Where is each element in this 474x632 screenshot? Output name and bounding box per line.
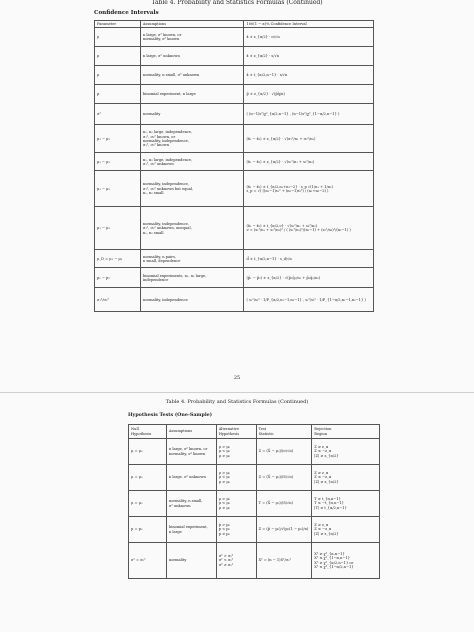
assumptions-cell: normality, n small, σ² unknown [140, 66, 244, 85]
assumptions-cell: normality [140, 104, 244, 125]
header-parameter: Parameter [95, 21, 141, 28]
alternative-cell: σ² > σ₀² σ² < σ₀² σ² ≠ σ₀² [216, 543, 256, 579]
null-hypothesis-cell: μ = μ₀ [129, 465, 167, 491]
hypothesis-tests-heading: Hypothesis Tests (One-Sample) [128, 412, 213, 418]
null-hypothesis-cell: σ² = σ₀² [129, 543, 167, 579]
confidence-intervals-heading: Confidence Intervals [94, 10, 159, 16]
parameter-cell: μ₁ − μ₂ [95, 125, 141, 153]
parameter-cell: p₁ − p₂ [95, 268, 141, 288]
table-row [129, 465, 380, 491]
table-row [95, 85, 374, 104]
confidence-interval-table [94, 20, 374, 312]
statistic-cell: Z = (X̄ − μ₀)/(S/√n) [256, 465, 312, 491]
parameter-cell: p [95, 85, 141, 104]
parameter-cell: μ₁ − μ₂ [95, 153, 141, 171]
interval-cell: (x̄₁ − x̄₂) ± t_{α/2,ν} · √(s₁²/n₁ + s₂²/n₂) ν = (s₁²/n₁ + s₂²/n₂)² / ( (s₁²/n₁)²/(n₁−1) + (s₂²/n₂)²/(n₂−1) ) [244, 207, 374, 250]
table-row [129, 543, 380, 579]
header-rejection-region: Rejection Region [312, 425, 380, 439]
interval-cell: ( (n−1)s²/χ²_{α/2,n−1} , (n−1)s²/χ²_{1−α/2,n−1} ) [244, 104, 374, 125]
parameter-cell: μ [95, 66, 141, 85]
null-hypothesis-cell: μ = μ₀ [129, 439, 167, 465]
assumptions-cell: n₁, n₂ large, independence, σ₁², σ₂² known, or normality, independence, σ₁², σ₂² known [140, 125, 244, 153]
assumptions-cell: binomial experiments, n₁, n₂ large, independence [140, 268, 244, 288]
assumptions-cell: normality, independence, σ₁², σ₂² unknown but equal, n₁, n₂ small [140, 171, 244, 207]
assumptions-cell: normality, independence [140, 288, 244, 312]
table-row [95, 171, 374, 207]
interval-cell: (p̂₁ − p̂₂) ± z_{α/2} · √(p̂₁q̂₁/n₁ + p̂₂q̂₂/n₂) [244, 268, 374, 288]
assumptions-cell: normality, independence, σ₁², σ₂² unknown, unequal, n₁, n₂ small [140, 207, 244, 250]
table-row [95, 250, 374, 268]
alternative-cell: μ > μ₀ μ < μ₀ μ ≠ μ₀ [216, 491, 256, 517]
alternative-cell: μ > μ₀ μ < μ₀ μ ≠ μ₀ [216, 465, 256, 491]
parameter-cell: σ² [95, 104, 141, 125]
table-row [95, 268, 374, 288]
header-confidence-interval: 100(1 − α)% Confidence Interval [244, 21, 374, 28]
alternative-cell: p > p₀ p < p₀ p ≠ p₀ [216, 517, 256, 543]
page-separator [0, 392, 474, 393]
null-hypothesis-cell: p = p₀ [129, 517, 167, 543]
assumptions-cell: normality [166, 543, 216, 579]
interval-cell: ( s₁²/s₂² · 1/F_{α/2,n₁−1,n₂−1} , s₁²/s₂² · 1/F_{1−α/2,n₁−1,n₂−1} ) [244, 288, 374, 312]
interval-cell: p̂ ± z_{α/2} · √(p̂q̂/n) [244, 85, 374, 104]
assumptions-cell: binomial experiment, n large [140, 85, 244, 104]
table-row [129, 491, 380, 517]
bottom-table-title: Table 4. Probability and Statistics Formulas (Continued) [165, 399, 309, 405]
statistic-cell: Z = (X̄ − μ₀)/(σ/√n) [256, 439, 312, 465]
hypothesis-test-table [128, 424, 380, 579]
parameter-cell: μ₁ − μ₂ [95, 171, 141, 207]
assumptions-cell: normality, n pairs, n small, dependence [140, 250, 244, 268]
statistic-cell: Z = (p̂ − p₀)/√(p₀(1 − p₀)/n) [256, 517, 312, 543]
parameter-cell: σ₁²/σ₂² [95, 288, 141, 312]
table-row [95, 47, 374, 66]
table-row [129, 439, 380, 465]
assumptions-cell: n large, σ² unknown [166, 465, 216, 491]
header-assumptions: Assumptions [166, 425, 216, 439]
header-test-statistic: Test Statistic [256, 425, 312, 439]
interval-cell: x̄ ± z_{α/2} · σ/√n [244, 28, 374, 47]
header-null-hypothesis: Null Hypothesis [129, 425, 167, 439]
assumptions-cell: n large, σ² known, or normality, σ² known [140, 28, 244, 47]
table-header-row [95, 21, 374, 28]
assumptions-cell: n large, σ² unknown [140, 47, 244, 66]
statistic-cell: X² = (n − 1)S²/σ₀² [256, 543, 312, 579]
header-assumptions: Assumptions [140, 21, 244, 28]
interval-cell: d̄ ± t_{α/2,n−1} · s_d/√n [244, 250, 374, 268]
rejection-cell: X² ≥ χ²_{α,n−1} X² ≤ χ²_{1−α,n−1} X² ≥ χ²_{α/2,n−1} or X² ≤ χ²_{1−α/2,n−1} [312, 543, 380, 579]
alternative-cell: μ > μ₀ μ < μ₀ μ ≠ μ₀ [216, 439, 256, 465]
assumptions-cell: n large, σ² known, or normality, σ² known [166, 439, 216, 465]
table-header-row [129, 425, 380, 439]
table-row [95, 28, 374, 47]
interval-cell: (x̄₁ − x̄₂) ± z_{α/2} · √(s₁²/n₁ + s₂²/n₂) [244, 153, 374, 171]
table-row [129, 517, 380, 543]
assumptions-cell: binomial experiment, n large [166, 517, 216, 543]
header-alternative-hypothesis: Alternative Hypothesis [216, 425, 256, 439]
rejection-cell: Z ≥ z_α Z ≤ −z_α |Z| ≥ z_{α/2} [312, 439, 380, 465]
rejection-cell: Z ≥ z_α Z ≤ −z_α |Z| ≥ z_{α/2} [312, 465, 380, 491]
assumptions-cell: n₁, n₂ large, independence, σ₁², σ₂² unknown [140, 153, 244, 171]
interval-cell: (x̄₁ − x̄₂) ± t_{α/2,n₁+n₂−2} · s_p √(1/n₁ + 1/n₂) s_p = √( ((n₁−1)s₁² + (n₂−1)s₂²) / (n₁+n₂−2) ) [244, 171, 374, 207]
parameter-cell: μ [95, 28, 141, 47]
page-number: 25 [233, 375, 241, 381]
interval-cell: x̄ ± t_{α/2,n−1} · s/√n [244, 66, 374, 85]
parameter-cell: μ_D = μ₁ − μ₂ [95, 250, 141, 268]
interval-cell: x̄ ± z_{α/2} · s/√n [244, 47, 374, 66]
rejection-cell: Z ≥ z_α Z ≤ −z_α |Z| ≥ z_{α/2} [312, 517, 380, 543]
parameter-cell: μ₁ − μ₂ [95, 207, 141, 250]
null-hypothesis-cell: μ = μ₀ [129, 491, 167, 517]
parameter-cell: μ [95, 47, 141, 66]
table-row [95, 104, 374, 125]
assumptions-cell: normality, n small, σ² unknown [166, 491, 216, 517]
interval-cell: (x̄₁ − x̄₂) ± z_{α/2} · √(σ₁²/n₁ + σ₂²/n₂) [244, 125, 374, 153]
table-row [95, 66, 374, 85]
table-row [95, 153, 374, 171]
table-row [95, 288, 374, 312]
statistic-cell: T = (X̄ − μ₀)/(S/√n) [256, 491, 312, 517]
table-row [95, 207, 374, 250]
top-table-title: Table 4. Probability and Statistics Formulas (Continued) [151, 0, 323, 6]
table-row [95, 125, 374, 153]
rejection-cell: T ≥ t_{α,n−1} T ≤ −t_{α,n−1} |T| ≥ t_{α/2,n−1} [312, 491, 380, 517]
